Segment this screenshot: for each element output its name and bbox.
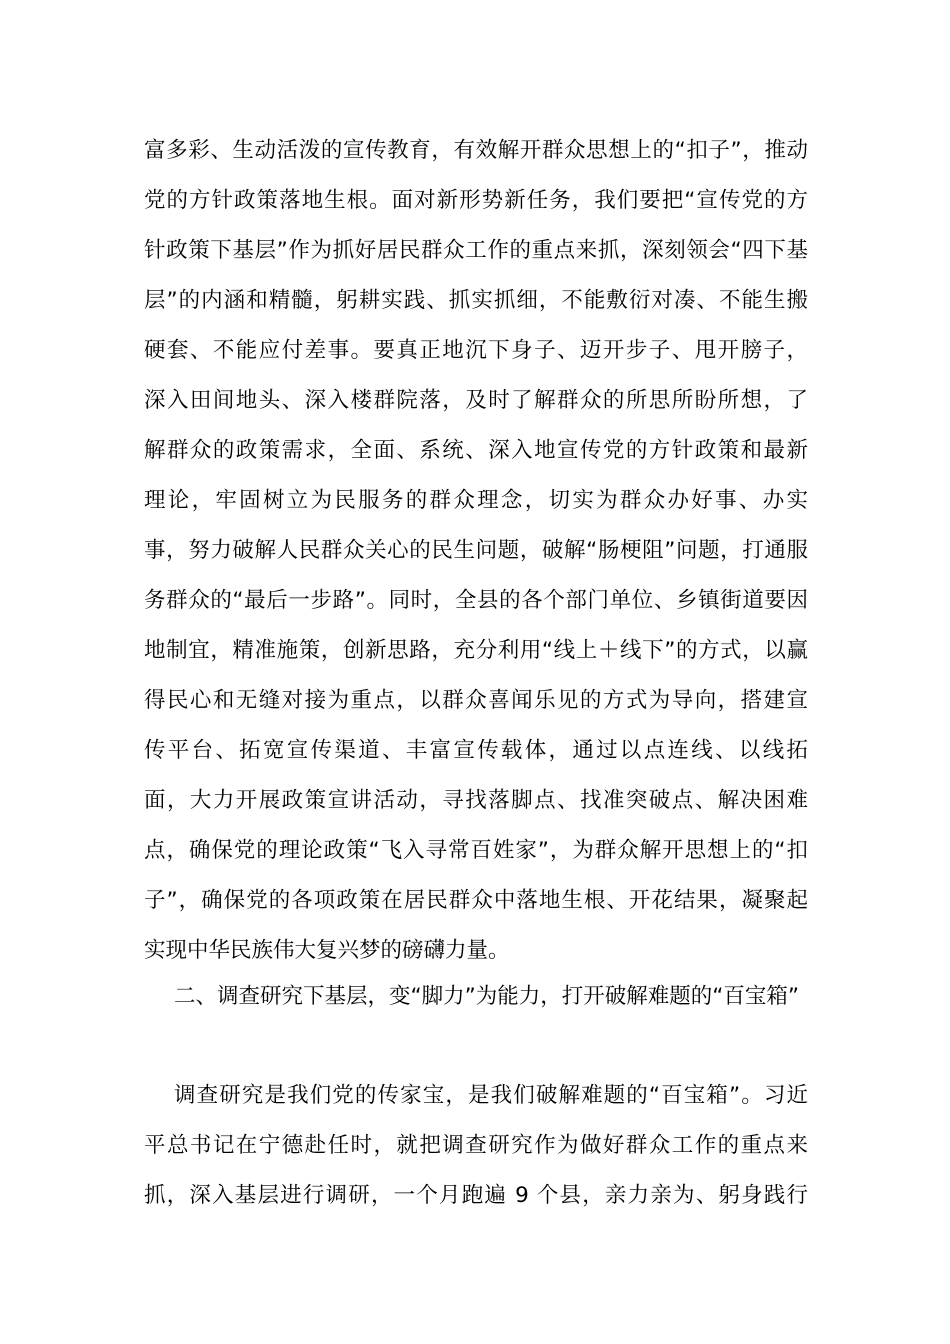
paragraph-line: 子”，确保党的各项政策在居民群众中落地生根、开花结果，凝聚起 [144, 888, 808, 913]
paragraph-line: 解群众的政策需求，全面、系统、深入地宣传党的方针政策和最新 [144, 438, 808, 463]
paragraph-line: 地制宜，精准施策，创新思路，充分利用“线上＋线下”的方式，以赢 [144, 638, 808, 663]
paragraph-line: 事，努力破解人民群众关心的民生问题，破解“肠梗阻”问题，打通服 [144, 538, 808, 563]
paragraph-line: 平总书记在宁德赴任时，就把调查研究作为做好群众工作的重点来 [144, 1133, 808, 1158]
paragraph-line: 深入田间地头、深入楼群院落，及时了解群众的所思所盼所想，了 [144, 388, 808, 413]
paragraph-line: 传平台、拓宽宣传渠道、丰富宣传载体，通过以点连线、以线拓 [144, 738, 808, 763]
paragraph-line: 层”的内涵和精髓，躬耕实践、抓实抓细，不能敷衍对凑、不能生搬 [144, 288, 808, 313]
paragraph-line: 点，确保党的理论政策“飞入寻常百姓家”，为群众解开思想上的“扣 [144, 838, 808, 863]
paragraph-line: 面，大力开展政策宣讲活动，寻找落脚点、找准突破点、解决困难 [144, 788, 808, 813]
paragraph-line: 党的方针政策落地生根。面对新形势新任务，我们要把“宣传党的方 [144, 188, 808, 213]
paragraph-line: 调查研究是我们党的传家宝，是我们破解难题的“百宝箱”。习近 [174, 1083, 808, 1108]
paragraph-line: 抓，深入基层进行调研，一个月跑遍 9 个县，亲力亲为、躬身践行 [144, 1183, 808, 1208]
paragraph-line: 理论，牢固树立为民服务的群众理念，切实为群众办好事、办实 [144, 488, 808, 513]
paragraph-line: 针政策下基层”作为抓好居民群众工作的重点来抓，深刻领会“四下基 [144, 238, 808, 263]
paragraph-line: 硬套、不能应付差事。要真正地沉下身子、迈开步子、甩开膀子， [144, 338, 808, 363]
paragraph-line: 富多彩、生动活泼的宣传教育，有效解开群众思想上的“扣子”，推动 [144, 138, 808, 163]
paragraph-line: 实现中华民族伟大复兴梦的磅礴力量。 [144, 938, 510, 963]
body-paragraph-2 [144, 1071, 808, 1221]
section-heading-text: 二、调查研究下基层，变“脚力”为能力，打开破解难题的“百宝箱” [174, 984, 800, 1009]
paragraph-line: 得民心和无缝对接为重点，以群众喜闻乐见的方式为导向，搭建宣 [144, 688, 808, 713]
body-paragraph-1 [144, 126, 808, 976]
section-heading-2 [144, 972, 808, 1022]
paragraph-line: 务群众的“最后一步路”。同时，全县的各个部门单位、乡镇街道要因 [144, 588, 808, 613]
